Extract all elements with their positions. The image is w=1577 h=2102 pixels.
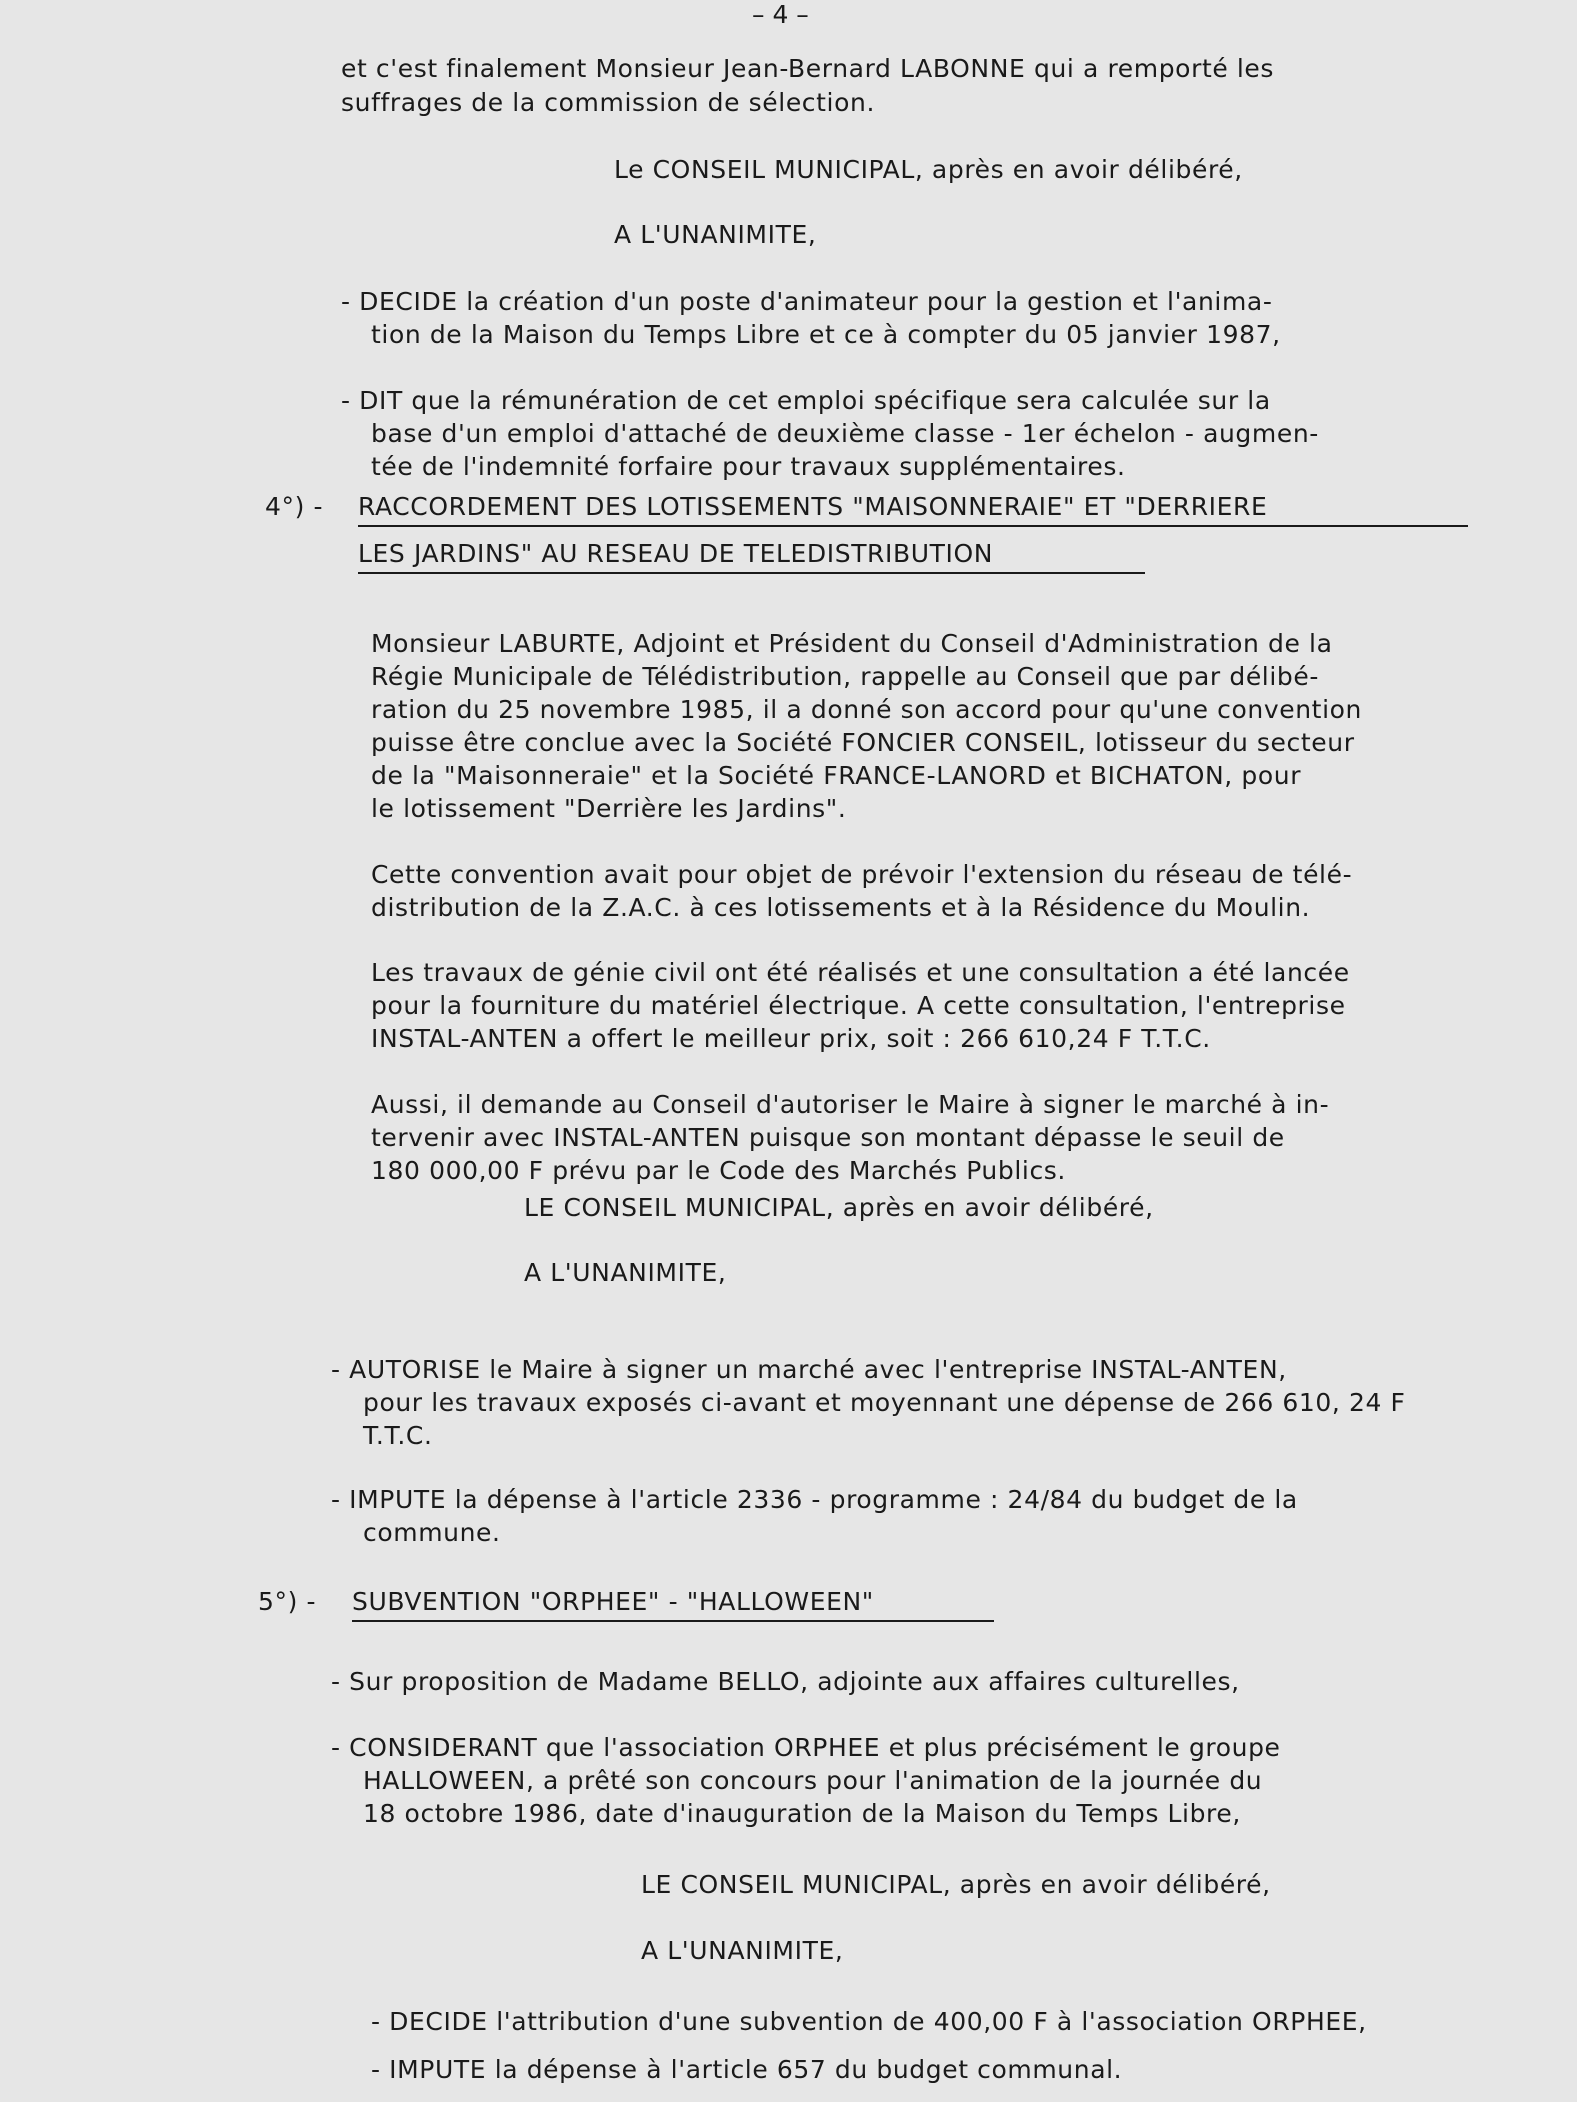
section-number: 5°) - xyxy=(258,1587,317,1616)
consideration-item-cont: 18 octobre 1986, date d'inauguration de la Maison du Temps Libre, xyxy=(363,1799,1241,1828)
decision-item-cont: base d'un emploi d'attaché de deuxième classe - 1er échelon - augmen- xyxy=(371,419,1319,448)
consideration-item-cont: HALLOWEEN, a prêté son concours pour l'animation de la journée du xyxy=(363,1766,1263,1795)
text-line: Monsieur LABURTE, Adjoint et Président du Conseil d'Administration de la xyxy=(371,629,1333,658)
text-line: suffrages de la commission de sélection. xyxy=(341,88,875,117)
section-number: 4°) - xyxy=(265,492,324,521)
text-line: ration du 25 novembre 1985, il a donné son accord pour qu'une convention xyxy=(371,695,1362,724)
page-number: – 4 – xyxy=(752,0,809,29)
decision-item: - DECIDE l'attribution d'une subvention de 400,00 F à l'association ORPHEE, xyxy=(371,2007,1367,2036)
deliberation-line: LE CONSEIL MUNICIPAL, après en avoir délibéré, xyxy=(641,1870,1271,1899)
decision-item: - AUTORISE le Maire à signer un marché avec l'entreprise INSTAL-ANTEN, xyxy=(331,1355,1287,1384)
deliberation-line: LE CONSEIL MUNICIPAL, après en avoir délibéré, xyxy=(524,1193,1154,1222)
section-title: LES JARDINS" AU RESEAU DE TELEDISTRIBUTION xyxy=(358,537,1145,574)
decision-item-cont: commune. xyxy=(363,1518,501,1547)
consideration-item: - Sur proposition de Madame BELLO, adjointe aux affaires culturelles, xyxy=(331,1667,1240,1696)
unanimity-line: A L'UNANIMITE, xyxy=(614,220,817,249)
text-line: Les travaux de génie civil ont été réalisés et une consultation a été lancée xyxy=(371,958,1350,987)
deliberation-line: Le CONSEIL MUNICIPAL, après en avoir délibéré, xyxy=(614,155,1243,184)
text-line: Régie Municipale de Télédistribution, rappelle au Conseil que par délibé- xyxy=(371,662,1319,691)
text-line: et c'est finalement Monsieur Jean-Bernard LABONNE qui a remporté les xyxy=(341,54,1275,83)
text-line: 180 000,00 F prévu par le Code des Marchés Publics. xyxy=(371,1156,1066,1185)
section-title: RACCORDEMENT DES LOTISSEMENTS "MAISONNERAIE" ET "DERRIERE xyxy=(358,490,1468,527)
decision-item: - DIT que la rémunération de cet emploi spécifique sera calculée sur la xyxy=(341,386,1271,415)
text-line: distribution de la Z.A.C. à ces lotissements et à la Résidence du Moulin. xyxy=(371,893,1311,922)
text-line: de la "Maisonneraie" et la Société FRANCE-LANORD et BICHATON, pour xyxy=(371,761,1302,790)
text-line: pour la fourniture du matériel électrique. A cette consultation, l'entreprise xyxy=(371,991,1346,1020)
decision-item: - IMPUTE la dépense à l'article 657 du budget communal. xyxy=(371,2055,1123,2084)
consideration-item: - CONSIDERANT que l'association ORPHEE et plus précisément le groupe xyxy=(331,1733,1281,1762)
unanimity-line: A L'UNANIMITE, xyxy=(641,1936,844,1965)
unanimity-line: A L'UNANIMITE, xyxy=(524,1258,727,1287)
text-line: Cette convention avait pour objet de prévoir l'extension du réseau de télé- xyxy=(371,860,1353,889)
section-title: SUBVENTION "ORPHEE" - "HALLOWEEN" xyxy=(352,1585,994,1622)
decision-item-cont: tée de l'indemnité forfaire pour travaux supplémentaires. xyxy=(371,452,1126,481)
decision-item-cont: tion de la Maison du Temps Libre et ce à compter du 05 janvier 1987, xyxy=(371,320,1281,349)
decision-item-cont: T.T.C. xyxy=(363,1421,433,1450)
text-line: Aussi, il demande au Conseil d'autoriser le Maire à signer le marché à in- xyxy=(371,1090,1330,1119)
decision-item: - IMPUTE la dépense à l'article 2336 - programme : 24/84 du budget de la xyxy=(331,1485,1298,1514)
text-line: le lotissement "Derrière les Jardins". xyxy=(371,794,847,823)
text-line: INSTAL-ANTEN a offert le meilleur prix, soit : 266 610,24 F T.T.C. xyxy=(371,1024,1211,1053)
decision-item: - DECIDE la création d'un poste d'animateur pour la gestion et l'anima- xyxy=(341,287,1273,316)
text-line: tervenir avec INSTAL-ANTEN puisque son montant dépasse le seuil de xyxy=(371,1123,1285,1152)
decision-item-cont: pour les travaux exposés ci-avant et moyennant une dépense de 266 610, 24 F xyxy=(363,1388,1406,1417)
text-line: puisse être conclue avec la Société FONCIER CONSEIL, lotisseur du secteur xyxy=(371,728,1355,757)
